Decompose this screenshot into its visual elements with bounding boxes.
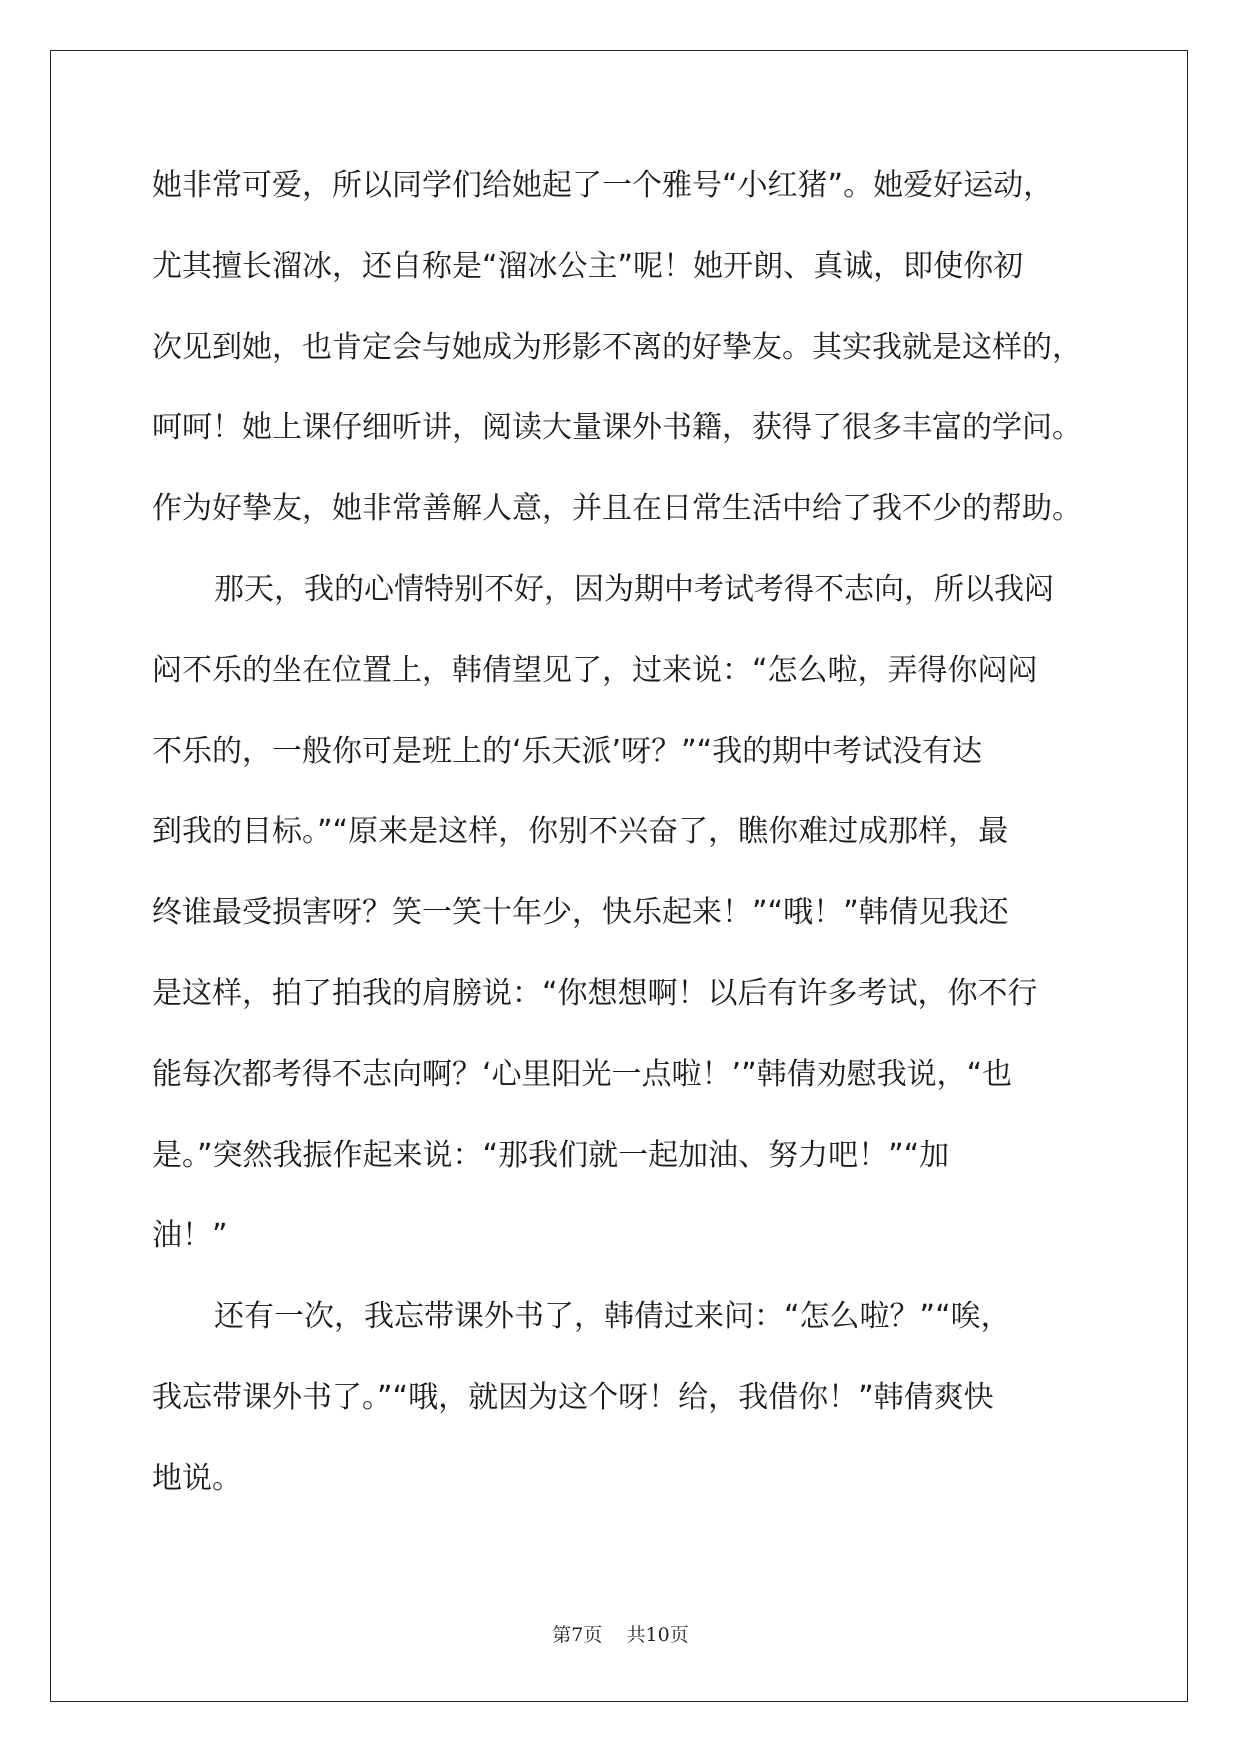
footer-spacer xyxy=(602,1624,626,1646)
text-line: 次见到她，也肯定会与她成为形影不离的好挚友。其实我就是这样的， xyxy=(152,329,1082,365)
total-pages: 共10页 xyxy=(626,1624,689,1646)
text-line: 地说。 xyxy=(152,1460,242,1496)
page-number: 第7页 xyxy=(552,1624,603,1646)
text-line: 她非常可爱，所以同学们给她起了一个雅号“小红猪”。她爱好运动， xyxy=(152,168,1054,203)
text-line: 油！” xyxy=(152,1218,228,1254)
text-line: 闷不乐的坐在位置上，韩倩望见了，过来说：“怎么啦，弄得你闷闷 xyxy=(152,652,1038,688)
text-line: 是。”突然我振作起来说：“那我们就一起加油、努力吧！”“加 xyxy=(152,1137,950,1173)
text-line: 能每次都考得不志向啊？‘心里阳光一点啦！’”韩倩劝慰我说，“也 xyxy=(152,1056,1013,1092)
text-line: 到我的目标。”“原来是这样，你别不兴奋了，瞧你难过成那样，最 xyxy=(152,814,1009,850)
text-line: 呵呵！她上课仔细听讲，阅读大量课外书籍，获得了很多丰富的学问。 xyxy=(152,410,1082,446)
document-body xyxy=(152,160,1092,1534)
text-line: 作为好挚友，她非常善解人意，并且在日常生活中给了我不少的帮助。 xyxy=(152,491,1082,527)
page-footer xyxy=(0,1620,1241,1647)
text-line: 不乐的，一般你可是班上的‘乐天派’呀？”“我的期中考试没有达 xyxy=(152,733,983,769)
text-line: 是这样，拍了拍我的肩膀说：“你想想啊！以后有许多考试，你不行 xyxy=(152,975,1038,1011)
text-line: 我忘带课外书了。”“哦，就因为这个呀！给，我借你！”韩倩爽快 xyxy=(152,1379,994,1415)
text-line: 尤其擅长溜冰，还自称是“溜冰公主”呢！她开朗、真诚，即使你初 xyxy=(152,248,1024,284)
paragraph-start-line: 那天，我的心情特别不好，因为期中考试考得不志向，所以我闷 xyxy=(214,571,1054,607)
text-line: 终谁最受损害呀？笑一笑十年少，快乐起来！”“哦！”韩倩见我还 xyxy=(152,895,1009,931)
paragraph-start-line: 还有一次，我忘带课外书了，韩倩过来问：“怎么啦？”“唉， xyxy=(214,1299,1011,1335)
